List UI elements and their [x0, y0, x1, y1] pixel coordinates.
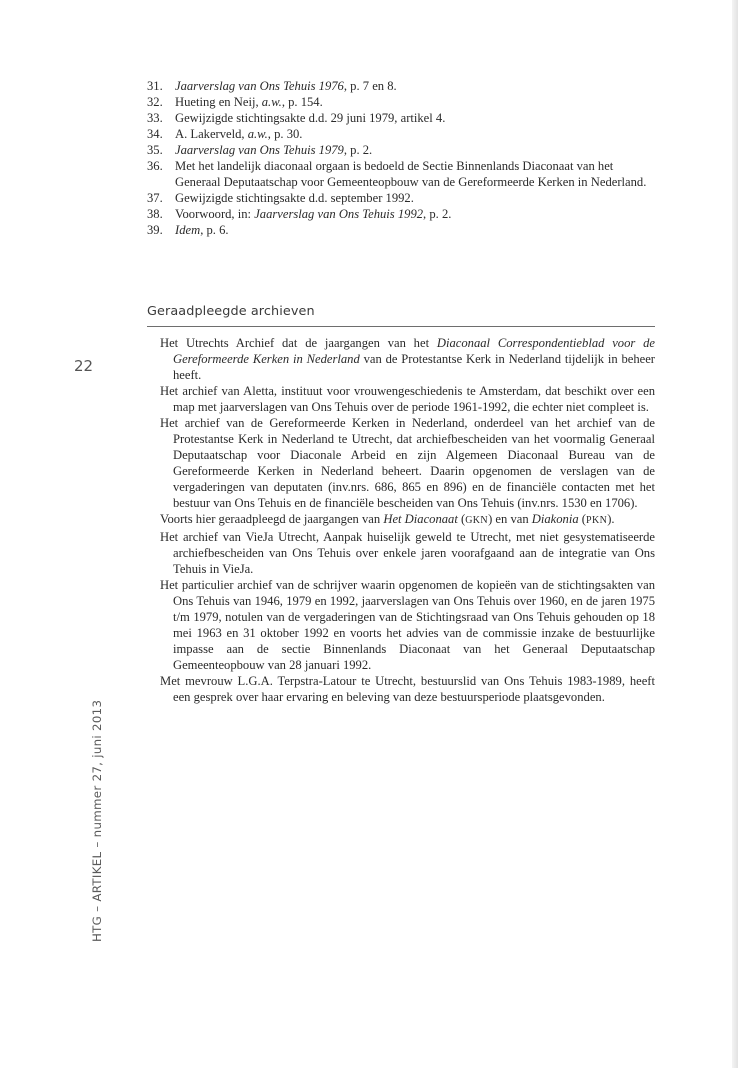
- archive-entry: [160, 415, 655, 511]
- text-run: Met mevrouw L.G.A. Terpstra-Latour te Utrecht, bestuurslid van Ons Tehuis 1983-1989, heeft een gesprek over haar ervaring en beleving van deze bestuursperiode plaatsgevonden.: [160, 674, 655, 704]
- italic-title: Diaconaal Correspondentieblad voor de Gereformeerde Kerken in Nederland: [173, 336, 655, 366]
- endnote: [147, 78, 657, 94]
- text-run: (: [457, 512, 466, 526]
- endnote-text: [175, 95, 323, 109]
- section-title: Geraadpleegde archieven: [147, 304, 315, 319]
- endnote: [147, 190, 657, 206]
- italic-title: a.w.: [261, 95, 282, 109]
- section-rule: [147, 326, 655, 327]
- endnote-number: 38.: [147, 207, 163, 221]
- endnote: [147, 142, 657, 158]
- archive-entry: [160, 529, 655, 577]
- text-run: Het Utrechts Archief dat de jaargangen van het: [160, 336, 437, 350]
- endnote: [147, 126, 657, 142]
- italic-title: Jaarverslag van Ons Tehuis 1976: [175, 79, 344, 93]
- text-run: Het archief van Aletta, instituut voor vrouwengeschiedenis te Amsterdam, dat beschikt over een map met jaarverslagen van Ons Tehuis over de periode 1961-1992, die echter niet compleet is.: [160, 384, 655, 414]
- endnote-number: 35.: [147, 143, 163, 157]
- italic-title: Jaarverslag van Ons Tehuis 1979: [175, 143, 344, 157]
- page-number: 22: [74, 357, 94, 375]
- text-run: ) en van: [488, 512, 532, 526]
- text-run: ).: [607, 512, 615, 526]
- archive-entry: [160, 335, 655, 383]
- text-run: , p. 2.: [423, 207, 452, 221]
- endnote-text: [175, 79, 397, 93]
- text-run: Het archief van de Gereformeerde Kerken in Nederland, onderdeel van het archief van de Protestantse Kerk in Nederland te Utrecht, dat archiefbescheiden van het voormalig Generaal Deputaatschap voor Diaconale Arbeid en zijn Algemeen Diaconaal Bureau van de Gereformeerde Kerken in Nederland beheert. Daarin opgenomen de verslagen van de vergaderingen van deputaten (inv.nrs. 686, 865 en 896) en de financiële contacten met het bestuur van Ons Tehuis en de financiële bescheiden van Ons Tehuis (inv.nrs. 1530 en 1706).: [160, 416, 655, 510]
- endnote-text: [175, 223, 229, 237]
- text-run: Voorwoord, in:: [175, 207, 255, 221]
- text-run: Voorts hier geraadpleegd de jaargangen van: [160, 512, 384, 526]
- endnote: [147, 206, 657, 222]
- archives-list: [160, 335, 655, 705]
- running-head: HTG – ARTIKEL – nummer 27, juni 2013: [90, 699, 104, 942]
- text-run: , p. 154.: [281, 95, 323, 109]
- endnote-number: 34.: [147, 127, 163, 141]
- text-run: , p. 2.: [343, 143, 373, 157]
- abbreviation: PKN: [586, 515, 608, 526]
- endnote-text: [175, 127, 302, 141]
- text-run: (: [578, 512, 586, 526]
- abbreviation: GKN: [465, 515, 489, 526]
- text-run: Hueting en Neij,: [175, 95, 262, 109]
- italic-title: Het Diaconaat: [383, 512, 458, 526]
- endnote-text: [175, 143, 372, 157]
- text-run: van de Protestantse Kerk in Nederland tijdelijk in beheer heeft.: [173, 352, 655, 382]
- archive-entry: [160, 511, 655, 529]
- italic-title: Diakonia: [531, 512, 579, 526]
- text-run: Gewijzigde stichtingsakte d.d. september 1992.: [175, 191, 414, 205]
- archive-entry: [160, 577, 655, 673]
- text-run: , p. 6.: [200, 223, 229, 237]
- endnote-text: [175, 159, 646, 189]
- archive-entry: [160, 383, 655, 415]
- endnote-number: 31.: [147, 79, 163, 93]
- endnote-number: 39.: [147, 223, 163, 237]
- endnote-text: [175, 111, 445, 125]
- endnote: [147, 158, 657, 190]
- text-run: A. Lakerveld,: [175, 127, 248, 141]
- endnote-number: 33.: [147, 111, 163, 125]
- endnote-number: 32.: [147, 95, 163, 109]
- italic-title: a.w.: [247, 127, 268, 141]
- endnote: [147, 222, 657, 238]
- italic-title: Idem: [175, 223, 201, 237]
- page-edge-shadow: [732, 0, 738, 1068]
- text-run: , p. 7 en 8.: [343, 79, 397, 93]
- endnote-number: 37.: [147, 191, 163, 205]
- italic-title: Jaarverslag van Ons Tehuis 1992: [254, 207, 424, 221]
- endnotes-list: [147, 78, 657, 238]
- text-run: Met het landelijk diaconaal orgaan is bedoeld de Sectie Binnenlands Diaconaat van het Generaal Deputaatschap voor Gemeenteopbouw van de Gereformeerde Kerken in Nederland.: [175, 159, 647, 189]
- text-run: , p. 30.: [267, 127, 303, 141]
- text-run: Het particulier archief van de schrijver waarin opgenomen de kopieën van de stichtingsakten van Ons Tehuis van 1946, 1979 en 1992, jaarverslagen van Ons Tehuis over 1960, en de jaren 1975 t/m 1979, notulen van de vergaderingen van de Stichtingsraad van Ons Tehuis gehouden op 18 mei 1963 en 31 oktober 1992 en voorts het advies van de commissie inzake de bestuurlijke impasse aan de sectie Binnenlands Diaconaat van het Generaal Deputaatschap Gemeenteopbouw van 28 januari 1992.: [160, 578, 655, 672]
- endnote-text: [175, 191, 414, 205]
- endnote: [147, 110, 657, 126]
- endnote: [147, 94, 657, 110]
- archive-entry: [160, 673, 655, 705]
- text-run: Gewijzigde stichtingsakte d.d. 29 juni 1979, artikel 4.: [175, 111, 446, 125]
- endnote-number: 36.: [147, 159, 163, 173]
- text-run: Het archief van VieJa Utrecht, Aanpak huiselijk geweld te Utrecht, met niet gesystematiseerde archiefbescheiden van Ons Tehuis over enkele jaren voorafgaand aan de integratie van Ons Tehuis in VieJa.: [160, 530, 655, 576]
- endnote-text: [175, 207, 451, 221]
